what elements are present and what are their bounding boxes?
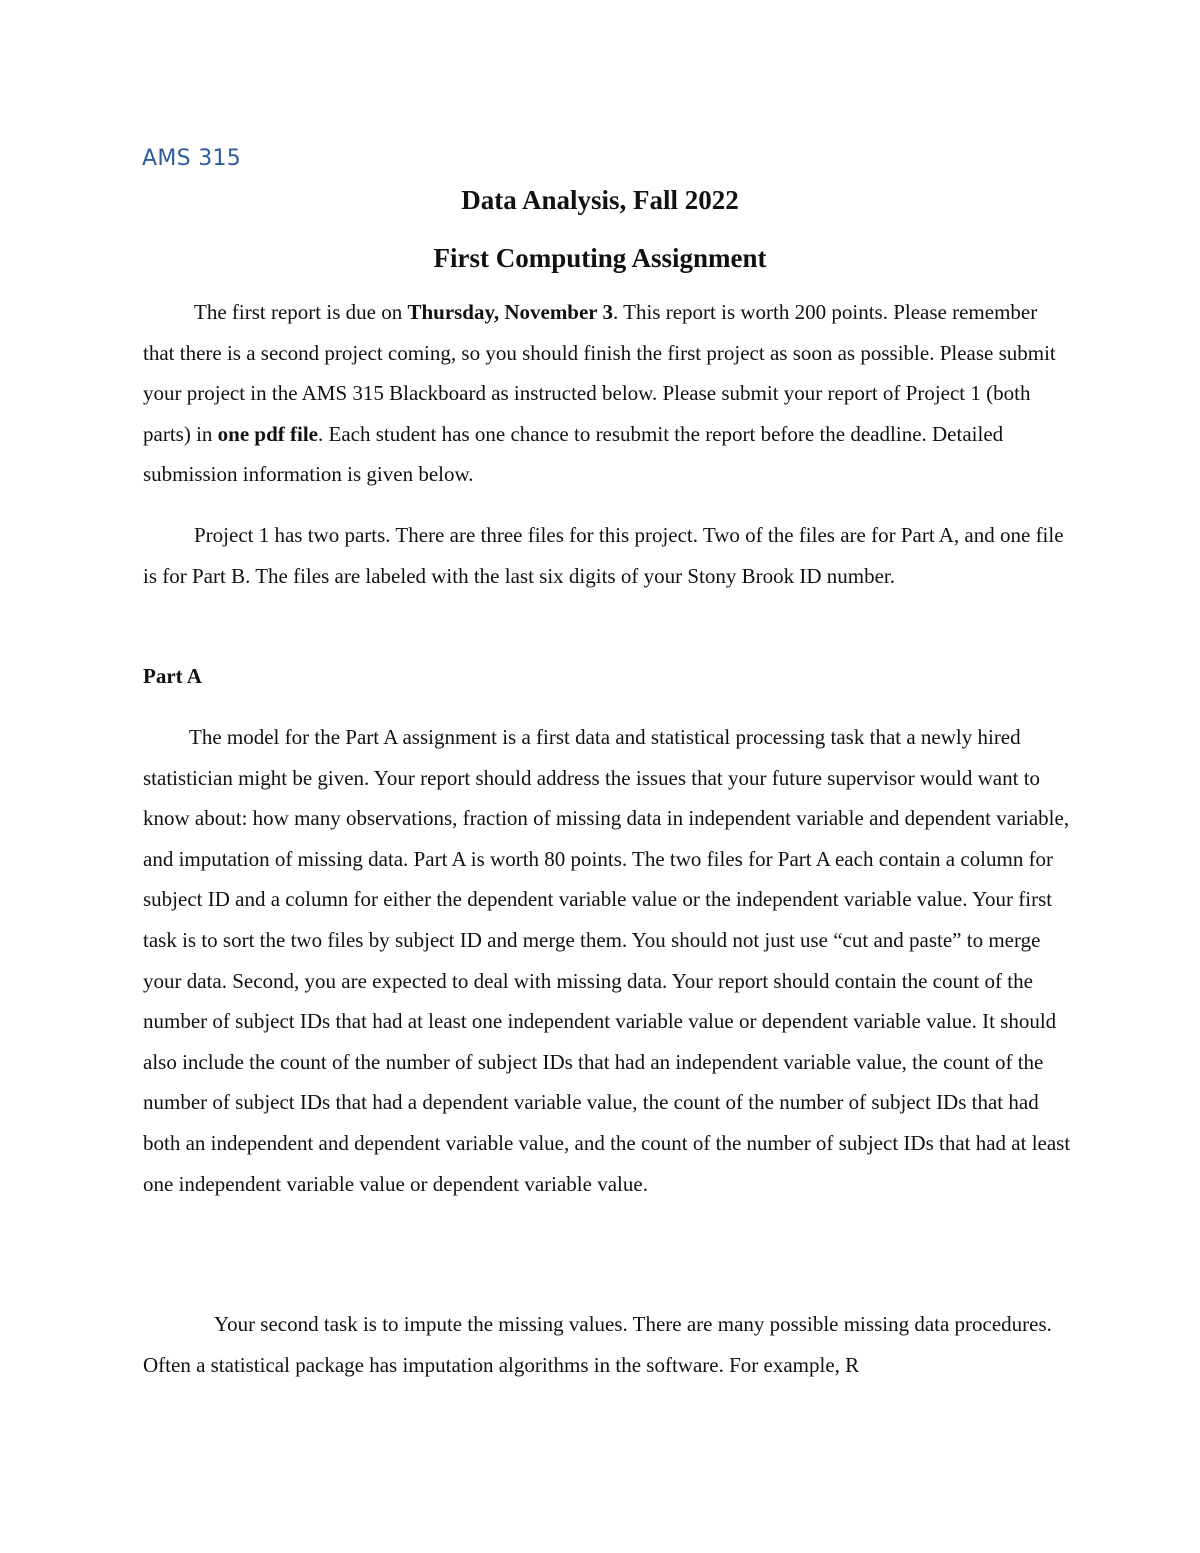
document-title: Data Analysis, Fall 2022 xyxy=(461,185,739,215)
course-label: AMS 315 xyxy=(142,146,242,171)
submission-format: one pdf file xyxy=(217,421,318,446)
intro-text-3: . Each student has one chance to resubmit the report before the deadline. Detailed submission information is given below. xyxy=(143,421,1004,487)
intro-text-1: The first report is due on xyxy=(194,300,408,324)
part-a-paragraph: The model for the Part A assignment is a first data and statistical processing task that a newly hired statistician might be given. Your report should address the issues that your future supervisor would want to know about: how many observations, fraction of missing data in independent variable and dependent variable, and imputation of missing data. Part A is worth 80 points. The two files for Part A each contain a column for subject ID and a column for either the dependent variable value or the independent variable value. Your first task is to sort the two files by subject ID and merge them. You should not just use “cut and paste” to merge your data. Second, you are expected to deal with missing data. Your report should contain the count of the number of subject IDs that had at least one independent variable value or dependent variable value. It should also include the count of the number of subject IDs that had an independent variable value, the count of the number of subject IDs that had a dependent variable value, the count of the number of subject IDs that had both an independent and dependent variable value, and the count of the number of subject IDs that had at least one independent variable value or dependent variable value. xyxy=(143,725,1071,1196)
due-date: Thursday, November 3 xyxy=(407,300,614,324)
document-subtitle: First Computing Assignment xyxy=(433,243,767,273)
part-a-second-task-paragraph: Your second task is to impute the missing values. There are many possible missing data procedures. Often a statistical package has imputation algorithms in the software. For example, R xyxy=(143,1312,1052,1377)
intro-text-2: . This report is worth 200 points. Please remember that there is a second project coming, so you should finish the first project as soon as possible. Please submit your project in the AMS 315 Blackboard as instructed below. Please submit your report of Project 1 (both parts) in xyxy=(143,300,1056,446)
project-overview-paragraph: Project 1 has two parts. There are three files for this project. Two of the files are for Part A, and one file is for Part B. The files are labeled with the last six digits of your Stony Brook ID number. xyxy=(143,523,1064,588)
intro-paragraph xyxy=(143,292,1073,495)
part-a-heading: Part A xyxy=(143,664,202,688)
